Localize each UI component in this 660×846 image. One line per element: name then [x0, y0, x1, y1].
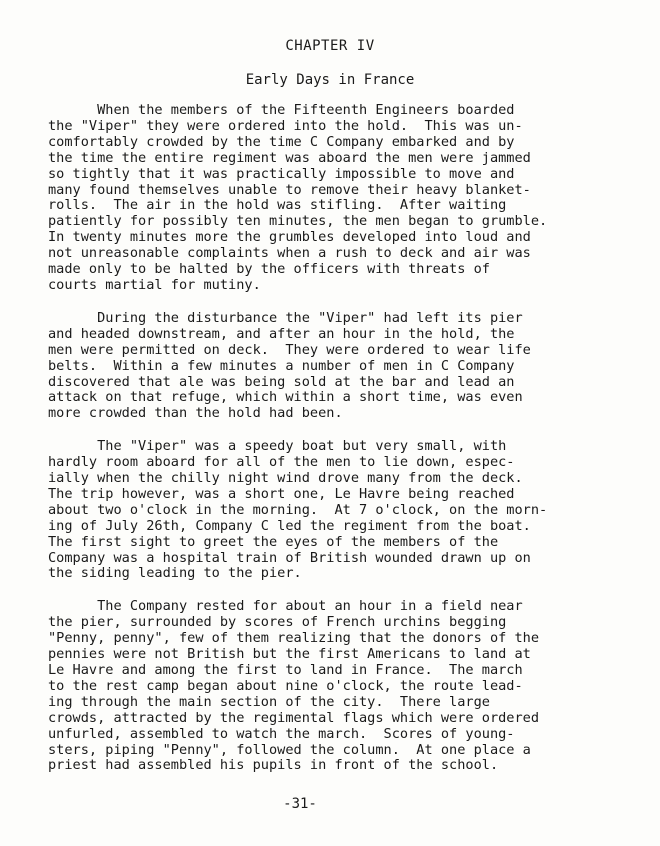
chapter-title: Early Days in France — [245, 72, 415, 88]
paragraph-2: During the disturbance the "Viper" had left its pier and headed downstream, and after an hour in the hold, the men were permitted on deck. They were ordered to wear life belts. Within a few minutes a number of men in C Company discovered that ale was being sold at the bar and lead an attack on that refuge, which within a short time, was even more crowded than the hold had been. — [48, 309, 531, 422]
paragraph-4: The Company rested for about an hour in a field near the pier, surrounded by scores of French urchins begging "Penny, penny", few of them realizing that the donors of the pennies were not British but the first Americans to land at Le Havre and among the first to land in France. The march to the rest camp began about nine o'clock, the route lead- ing through the main section of the city. There large crowds, attracted by the regimental flags which were ordered unfurled, assembled to watch the march. Scores of young- sters, piping "Penny", followed the column. At one place a priest had assembled his pupils in front of the school. — [48, 598, 540, 774]
paragraph-1: When the members of the Fifteenth Engineers boarded the "Viper" they were ordered into the hold. This was un- comfortably crowded by the time C Company embarked and by the time the entire regiment was aboard the men were jammed so tightly that it was practically impossible to move and many found themselves unable to remove their heavy blanket- rolls. The air in the hold was stifling. After waiting patiently for possibly ten minutes, the men began to grumble. In twenty minutes more the grumbles developed into loud and not unreasonable complaints when a rush to deck and air was made only to be halted by the officers with threats of courts martial for mutiny. — [48, 102, 548, 293]
page-number: -31- — [283, 796, 317, 812]
body-text — [48, 103, 638, 791]
chapter-heading: CHAPTER IV — [285, 38, 375, 54]
paragraph-3: The "Viper" was a speedy boat but very small, with hardly room aboard for all of the men to lie down, espec- ially when the chilly night wind drove many from the deck. The trip however, was a short one, Le Havre being reached about two o'clock in the morning. At 7 o'clock, on the morn- ing of July 26th, Company C led the regiment from the boat. The first sight to greet the eyes of the members of the Company was a hospital train of British wounded drawn up on the siding leading to the pier. — [48, 438, 548, 582]
